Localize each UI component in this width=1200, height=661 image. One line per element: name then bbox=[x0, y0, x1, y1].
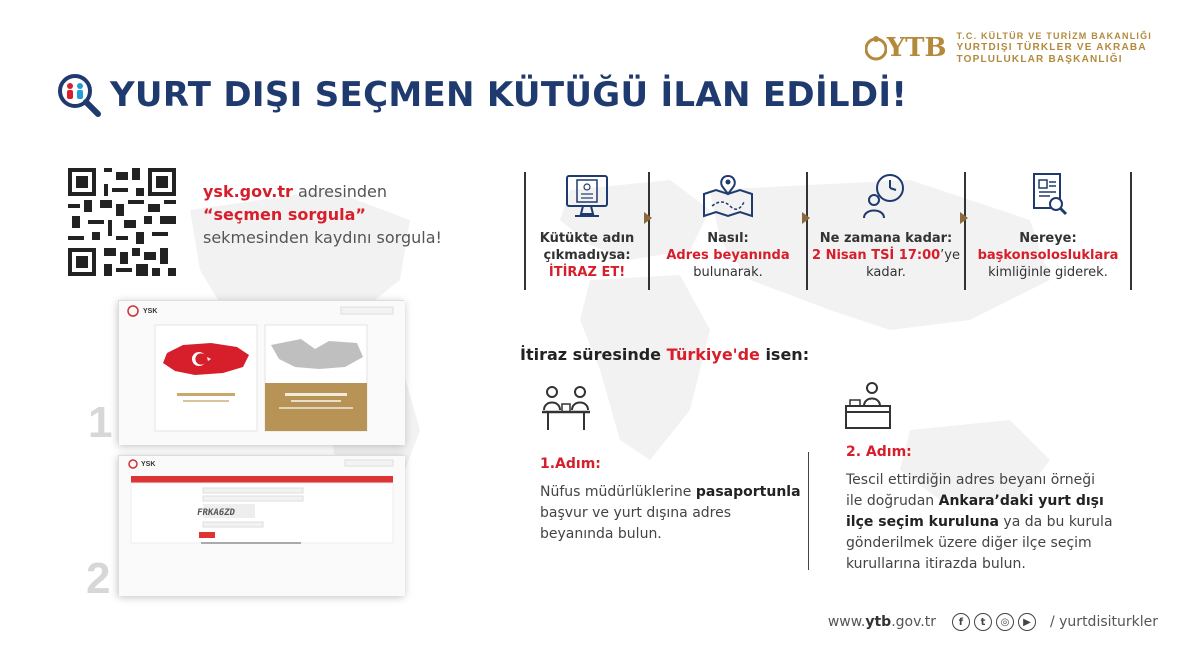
step-itiraz-highlight: İTİRAZ ET! bbox=[548, 265, 626, 280]
qr-line-1 bbox=[203, 180, 442, 203]
website-domain: ytb bbox=[865, 614, 892, 630]
computer-document-icon bbox=[557, 172, 617, 222]
website-tld: .gov.tr bbox=[891, 614, 936, 630]
logo-line-3: TOPLULUKLAR BAŞKANLIĞI bbox=[956, 54, 1123, 65]
step-nereye-line1: Nereye: bbox=[1019, 231, 1077, 246]
qr-line-2: “seçmen sorgula” bbox=[203, 205, 366, 224]
step-itiraz bbox=[528, 172, 646, 281]
youtube-icon[interactable]: ▶ bbox=[1018, 613, 1036, 631]
ysk-link[interactable]: ysk.gov.tr bbox=[203, 182, 293, 201]
step-itiraz-text bbox=[528, 230, 646, 281]
step-divider-4 bbox=[964, 172, 966, 290]
step-2-label: 2. Adım: bbox=[846, 444, 912, 460]
step-nereye-line3: kimliğinle giderek. bbox=[988, 265, 1108, 280]
step-ne-zaman-line1: Ne zamana kadar: bbox=[819, 231, 953, 246]
qr-instructions bbox=[203, 180, 442, 249]
svg-text:FRKA6ZD: FRKA6ZD bbox=[196, 508, 236, 518]
qr-line-3: sekmesinden kaydını sorgula! bbox=[203, 228, 442, 247]
screenshot-number-1: 1 bbox=[88, 398, 113, 447]
step-nereye-text bbox=[970, 230, 1126, 281]
social-icons bbox=[952, 613, 1040, 631]
step-nasil-text bbox=[658, 230, 798, 281]
step-2-line-2a: ile doğrudan bbox=[846, 493, 939, 509]
step-divider-5 bbox=[1130, 172, 1132, 290]
ytb-logo-mark bbox=[865, 33, 947, 63]
step-divider-2 bbox=[648, 172, 650, 290]
qr-code[interactable] bbox=[68, 168, 176, 276]
step-1-text-a: Nüfus müdürlüklerine bbox=[540, 484, 696, 500]
section-prefix: İtiraz süresinde bbox=[520, 345, 667, 364]
instagram-icon[interactable]: ◎ bbox=[996, 613, 1014, 631]
step-nereye-highlight: başkonsolosluklara bbox=[977, 248, 1119, 263]
clock-person-icon bbox=[856, 172, 916, 222]
step-nasil-highlight: Adres beyanında bbox=[666, 248, 790, 263]
website-link[interactable] bbox=[828, 614, 936, 630]
page-title: YURT DIŞI SEÇMEN KÜTÜĞÜ İLAN EDİLDİ! bbox=[110, 75, 908, 115]
step-1-label: 1.Adım: bbox=[540, 456, 601, 472]
step-ne-zaman-line3: kadar. bbox=[866, 265, 906, 280]
step-2-line-3a: ilçe seçim kuruluna bbox=[846, 514, 999, 530]
social-handle: / yurtdisiturkler bbox=[1049, 614, 1158, 630]
steps-row bbox=[522, 172, 1136, 290]
ytb-logo bbox=[865, 30, 1152, 66]
step-1-text bbox=[540, 482, 801, 545]
step-ne-zaman-suffix: ’ye bbox=[940, 248, 960, 263]
step-ne-zaman bbox=[812, 172, 960, 281]
website-www: www. bbox=[827, 614, 866, 630]
map-route-icon bbox=[698, 172, 758, 222]
step-2-line-5: kurullarına itirazda bulun. bbox=[846, 556, 1026, 572]
ysk-brand-2: YSK bbox=[141, 461, 156, 468]
step-2-line-2b: Ankara’daki yurt dışı bbox=[938, 493, 1104, 509]
screenshot-number-2: 2 bbox=[86, 554, 111, 603]
step-nereye bbox=[970, 172, 1126, 281]
qr-line-1-rest: adresinden bbox=[292, 182, 388, 201]
footer bbox=[828, 613, 1158, 631]
step-nasil-line1: Nasıl: bbox=[707, 231, 749, 246]
logo-line-1: T.C. KÜLTÜR VE TURİZM BAKANLIĞI bbox=[956, 31, 1152, 41]
twitter-icon[interactable]: t bbox=[974, 613, 992, 631]
arrow-icon bbox=[802, 212, 810, 224]
section-suffix: isen: bbox=[759, 345, 810, 364]
step-itiraz-line1: Kütükte adın bbox=[539, 231, 635, 246]
crescent-icon bbox=[865, 35, 887, 61]
step-2-line-3b: ya da bu kurula bbox=[998, 514, 1113, 530]
step-itiraz-line2: çıkmadıysa: bbox=[543, 248, 631, 263]
magnifier-people-icon bbox=[56, 72, 102, 118]
step-ne-zaman-highlight: 2 Nisan TSİ 17:00 bbox=[812, 248, 941, 263]
step-1-bold: pasaportunla bbox=[695, 484, 801, 500]
logo-mark-text: YTB bbox=[886, 33, 947, 63]
ysk-screenshot-1 bbox=[118, 300, 404, 444]
step-2-text bbox=[846, 470, 1113, 575]
title-row bbox=[56, 72, 907, 118]
step-nasil bbox=[658, 172, 798, 281]
section-title bbox=[520, 345, 809, 364]
ysk-screenshot-2 bbox=[118, 455, 404, 595]
step-nasil-line3: bulunarak. bbox=[693, 265, 763, 280]
document-search-icon bbox=[1018, 172, 1078, 222]
step-divider-3 bbox=[806, 172, 808, 290]
step-ne-zaman-text bbox=[812, 230, 960, 281]
ysk-brand-1: YSK bbox=[143, 308, 158, 315]
step-2-line-1: Tescil ettirdiğin adres beyanı örneği bbox=[846, 472, 1096, 488]
reception-desk-icon bbox=[842, 380, 894, 432]
section-highlight: Türkiye'de bbox=[666, 345, 760, 364]
step-2-line-4: gönderilmek üzere diğer ilçe seçim bbox=[846, 535, 1092, 551]
facebook-icon[interactable]: f bbox=[952, 613, 970, 631]
arrow-icon bbox=[960, 212, 968, 224]
logo-text bbox=[956, 30, 1152, 66]
logo-line-2: YURTDIŞI TÜRKLER VE AKRABA bbox=[956, 42, 1147, 53]
step-divider-1 bbox=[524, 172, 526, 290]
step-1-text-c: beyanında bulun. bbox=[540, 526, 662, 542]
step-divider bbox=[808, 452, 809, 570]
step-1-text-b: başvur ve yurt dışına adres bbox=[540, 505, 732, 521]
ysk-query-page-image bbox=[119, 301, 405, 445]
ysk-form-page-image bbox=[119, 456, 405, 596]
office-desk-icon bbox=[540, 384, 592, 432]
